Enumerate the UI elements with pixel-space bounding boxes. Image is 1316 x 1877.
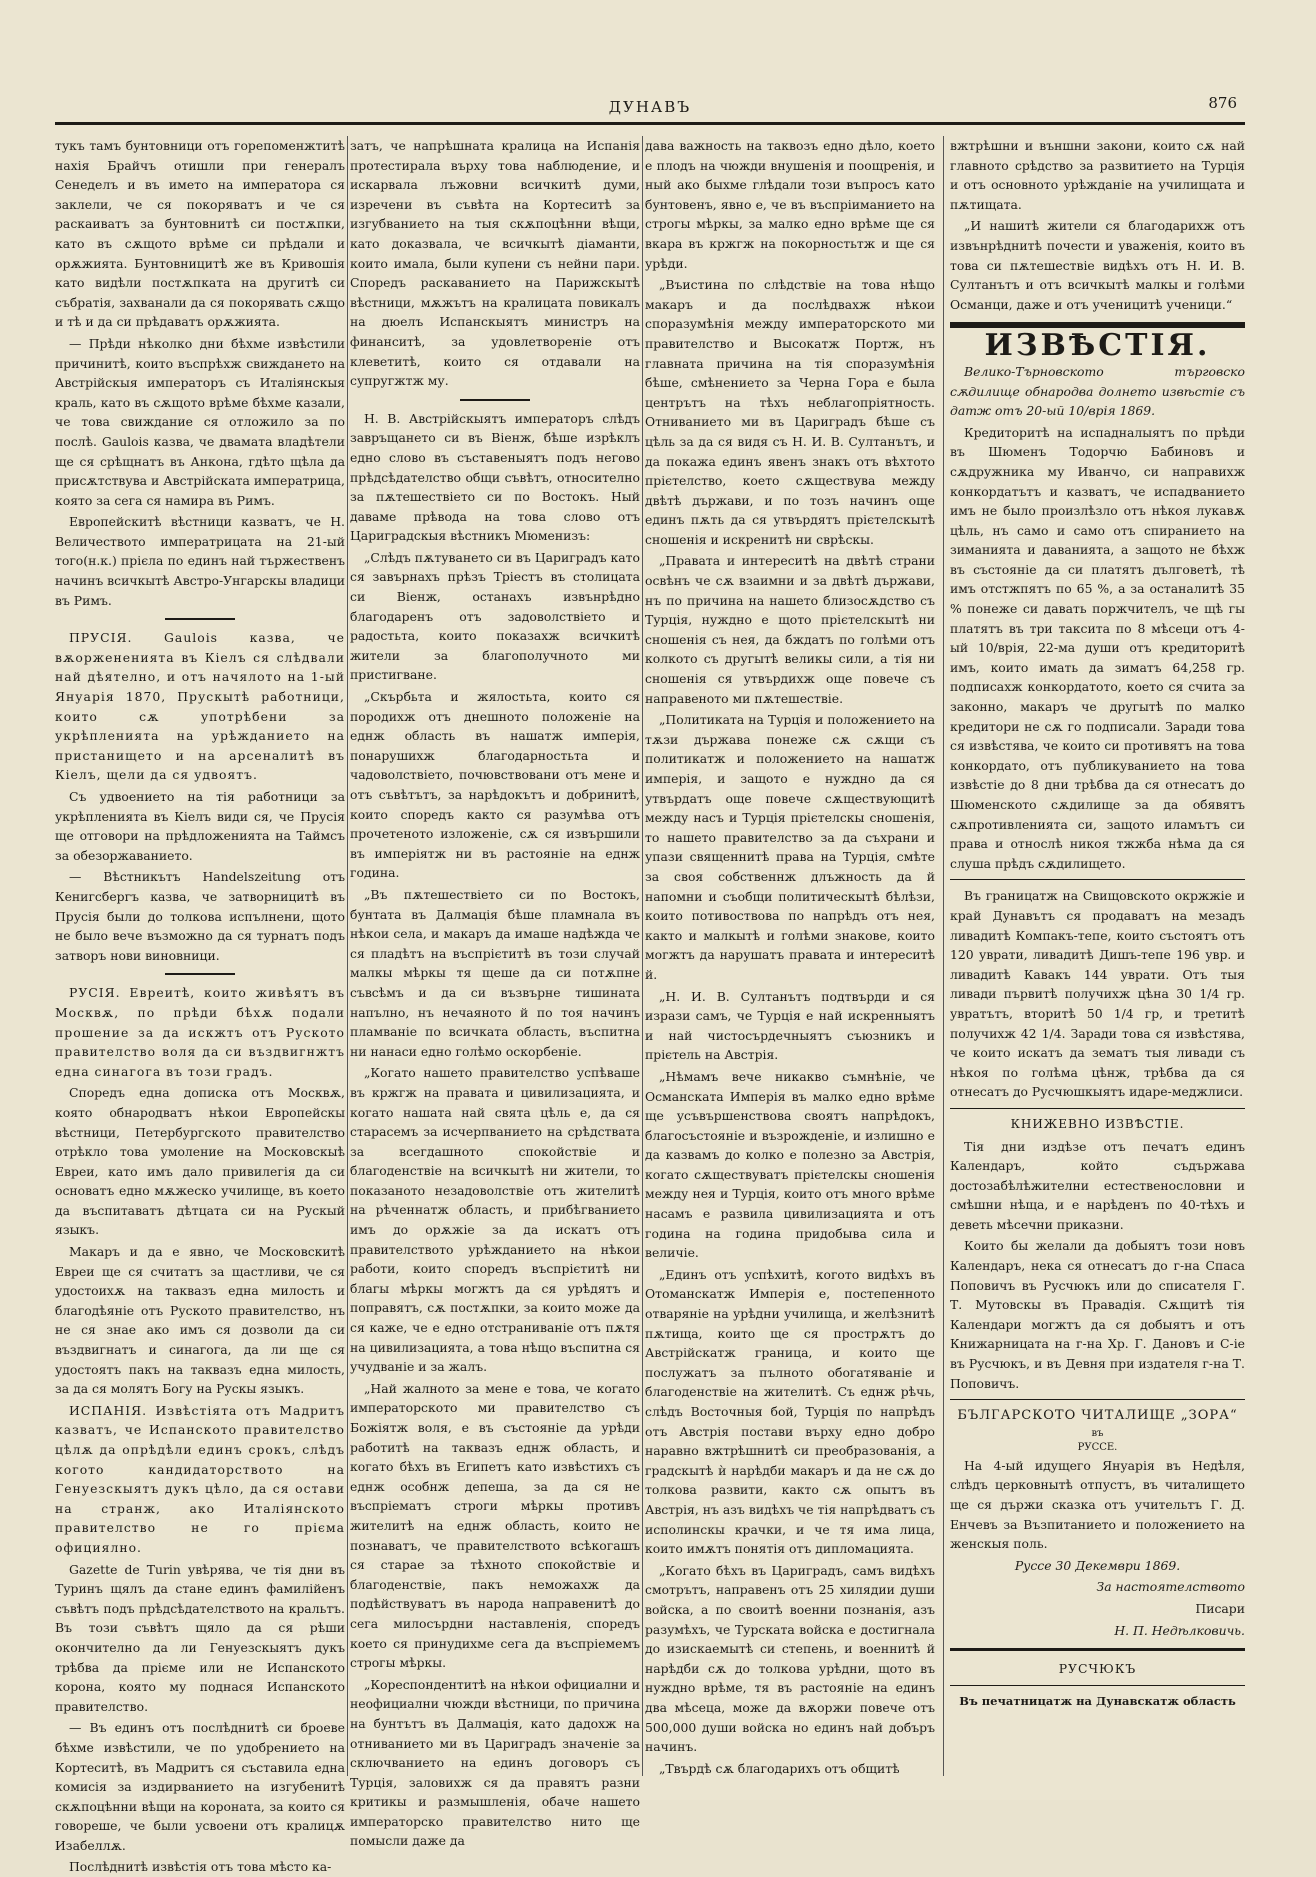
column-3 bbox=[645, 136, 935, 1776]
article-paragraph: Макаръ и да е явно, че Московскитѣ Евреи ще ся считатъ за щастливи, че ся удостоихѫ на таквазъ една милость и благодѣяніе отъ Руското правителство, нъ не ся знае ако имъ ся дозволи да си въздвигнатъ и синагога, да ли ще ся удостоятъ пакъ на таквазъ една милость, за да ся молятъ Богу на Рускы языкъ. bbox=[55, 1244, 345, 1397]
announcement-paragraph: Тія дни издѣзе отъ печатъ единъ Календаръ, който съдържава достозабѣлѣжителни естественословни и смѣшни нѣща, и е нарѣденъ по 40-тѣхъ и деветь мѣсечни приказни. bbox=[950, 1138, 1245, 1232]
column-divider bbox=[347, 136, 348, 1776]
page-number: 876 bbox=[1208, 94, 1237, 112]
article-paragraph: „Въ пѫтешествіето си по Востокъ, бунтата въ Далмація бѣше пламнала въ нѣкои села, и макаръ да имаше надѣжда че ся пладѣтъ на въспрієтитѣ въ този случай малкы мѣркы тя щеше да си потѫпне съвсѣмъ и да си възвърне тишината напълно, нъ нечаяното й по тоя начинъ пламваніе по всичката область, въспитна ни нанаси едно голѣмо оскорбеніе. bbox=[350, 886, 640, 1059]
article-paragraph: „Когато нашето правителство успѣваше въ кржгж на правата и цивилизацията, и когато нашата най свята цѣль е, да ся старасемъ за исчерпванието на срѣдствата за всегдашното спокойствіе и благоденствіе на всичкытѣ ни жители, то показаното незадоволствіе отъ жителитѣ на рѣченнатж область, и прибѣгванието имъ до орѫжіе за да искатъ отъ правителството урѣжданието на нѣкои работи, които споредъ въспрієтитѣ ни благы мѣркы могжтъ да ся урѣдятъ и поправятъ, сѫ постѫпки, за които може да ся каже, че е едно отстраниваніе отъ пѫтя на цивилизацията, а това нѣщо въспитна ся учудваніе и за жалъ. bbox=[350, 1065, 640, 1375]
article-paragraph: дава важность на таквозъ едно дѣло, което е плодъ на чюжди внушенія и поощренія, и ный ако быхме глѣдали този въпросъ като бунтовенъ, явно е, че въ въспріиманието на строгы мѣркы, за малко едно врѣме ще ся вкара въ кржгж на покорностьтж и ще ся урѣди. bbox=[645, 138, 935, 271]
newspaper-title: ДУНАВЪ bbox=[608, 98, 692, 116]
announcement-paragraph: Които бы желали да добыятъ този новъ Календаръ, нека ся отнесатъ до г-на Спаса Поповичъ въ Русчюкъ или до списателя Г. Т. Мутовскы въ Правадія. Сѫщитѣ тія Календари могжтъ да ся добыятъ и отъ Книжарницата на г-на Хр. Г. Дановъ и С-іе въ Русчюкъ, и въ Девня при издателя г-на Т. Поповичъ. bbox=[950, 1238, 1245, 1391]
column-divider bbox=[943, 136, 944, 1776]
signature-name: Н. П. Недѣлковичь. bbox=[1114, 1622, 1245, 1638]
section-rule bbox=[460, 399, 530, 401]
page-header bbox=[55, 92, 1245, 132]
column-divider bbox=[642, 136, 643, 1776]
article-paragraph: Съ удвоението на тія работници за укрѣпленията въ Кіелъ види ся, че Прусія ще отговори на прѣдложенията на Таймсъ за обезоржаванието. bbox=[55, 789, 345, 863]
article-paragraph: вжтрѣшни и външни закони, които сѫ най главното срѣдство за развитието на Турція и отъ основното урѣжданіе на училищата и пѫтищата. bbox=[950, 138, 1245, 212]
article-paragraph: „Единъ отъ успѣхитѣ, когото видѣхъ въ Отоманскатж Имперія е, постепенното отваряніе на урѣдни училища, и желѣзнитѣ пѫтища, които ще ся прострѫтъ до Австрійскатж граница, и които ще послужатъ за пълното обогатяваніе и благоденствіе на жителитѣ. Съ еднж рѣчь, слѣдъ Восточныя бой, Турція по напрѣдъ отъ Австрія постави върху едно добро наравно вжтрѣшнитѣ си преобразованія, а градскытѣ ѝ нарѣдби макаръ и да не сѫ до толкова развити, както сѫ опытъ въ Австрія, нъ азъ видѣхъ че тія напрѣдватъ съ исполинскы крачки, и че тя има лица, които имѫтъ понятія отъ дипломацията. bbox=[645, 1266, 935, 1557]
article-paragraph-prussia: ПРУСІЯ. Gaulois казва, че вѫоржененията въ Кіелъ ся слѣдвали най дѣятелно, и отъ начялото на 1-ый Януарія 1870, Прускытѣ работници, които сѫ употрѣбени за укрѣпленията на урѣжданието на пристанището и на арсеналитѣ въ Кіелъ, щели да ся удвоятъ. bbox=[55, 630, 345, 783]
section-rule bbox=[950, 1399, 1245, 1400]
article-paragraph: „Политиката на Турція и положението на тѫзи държава понеже сѫ сѫщи съ политикатж и положението на нашатж имперія, и защото е нуждно да ся утвърдатъ още повече сѫществующитѣ между насъ и Турція прієтелскы сношенія, то нашето правителство за да съхрани и упази священнитѣ права на Турція, смѣте за своя собственнж длъжность да й напомни и съобщи политическытѣ бѣлѣзи, които потивоствова по напрѣдъ отъ нея, както и малкытѣ и голѣми знакове, които могжтъ да нарушатъ правата и интереситѣ й. bbox=[645, 712, 935, 982]
signature-line: За настоятелството bbox=[1096, 1579, 1245, 1595]
article-paragraph: „Н. И. В. Султанътъ подтвърди и ся изрази самъ, че Турція е най искренныятъ и най чистосърдечныятъ съюзникъ и прієтель на Австрія. bbox=[645, 988, 935, 1063]
signature-line: Писари bbox=[1195, 1600, 1245, 1616]
article-paragraph: „Скърбьта и жялостьта, които ся породихж отъ днешното положеніе на еднж область въ нашатж имперія, понарушихж благодарностьта и чадоволствіето, почювствовани отъ мене и отъ съвѣтътъ, за нарѣдокътъ и добринитѣ, които споредъ както ся разумѣва отъ прочетеното изложеніе, сѫ ся извършили въ имперіятж ни въ растояніе на еднж година. bbox=[350, 689, 640, 881]
article-paragraph: „Правата и интереситѣ на двѣтѣ страни освѣнъ че сѫ взаимни и за двѣтѣ държави, нъ по причина на нашето близосѫдство съ Турція, нуждно е щото прієтелскытѣ ни сношенія съ нея, да бждатъ по голѣми отъ колкото съ другытѣ великы сили, а тія ни сношенія ся утвърдихж още повече съ направеното ми пѫтешествіе. bbox=[645, 553, 935, 706]
announcement-paragraph: Въ границатж на Свищовското окржжіе и край Дунавътъ ся продаватъ на мезадъ ливадитѣ Компакъ-тепе, които състоятъ отъ 120 уврати, ливадитѣ Дишъ-тепе 196 увр. и ливадитѣ Кавакъ 144 уврати. Отъ тыя ливади първитѣ получихж цѣна 30 1/4 гр. увратътъ, вторитѣ 50 1/4 гр, и третитѣ получихж 42 1/4. Заради това ся извѣстява, че които искатъ да зематъ тыя ливади съ нѣкоя по голѣма цѣнж, трѣбва да ся отнесатъ до Русчюшкыятъ идаре-меджлиси. bbox=[950, 888, 1245, 1100]
header-rule bbox=[55, 122, 1245, 125]
section-rule bbox=[950, 879, 1245, 880]
article-paragraph: „Твърдѣ сѫ благодарихъ отъ общитѣ bbox=[659, 1760, 900, 1776]
announcements-heading: ИЗВѢСТІЯ. bbox=[984, 328, 1211, 364]
article-paragraph: „Слѣдъ пѫтуването си въ Цариградъ като ся завърнахъ прѣзъ Тріестъ въ столицата си Віенж, останахъ извънрѣдно благодаренъ отъ задоволствіето и радостьта, които показахж всичкитѣ жители за благополучното ми пристигване. bbox=[350, 549, 640, 683]
article-paragraph: „Кореспондентитѣ на нѣкои официални и неофициални чюжди вѣстници, по причина на бунтътъ въ Далмація, като дадохж на отниванието ми въ Цариградъ значеніе за сключванието на единъ договоръ съ Турція, заловихж ся да правятъ разни критикы и размышленія, обаче нашето императорско правителство нито ще помысли даже да bbox=[350, 1676, 640, 1849]
imprint-press: Въ печатницатж на Дунавскатж область bbox=[959, 1693, 1236, 1708]
article-paragraph: „И нашитѣ жители ся благодарихж отъ извънрѣднитѣ почести и уваженія, които въ това си пѫтешествіе видѣхъ отъ Н. И. В. Султанътъ и отъ всичкытѣ малкы и голѣми Османци, даже и отъ ученицитѣ ученици.“ bbox=[950, 218, 1245, 312]
column-4 bbox=[950, 136, 1245, 1776]
article-paragraph: Послѣднитѣ извѣстія отъ това мѣсто ка- bbox=[69, 1859, 332, 1875]
literary-announcement-heading: КНИЖЕВНО ИЗВѢСТІЕ. bbox=[1010, 1116, 1185, 1131]
article-paragraph: Споредъ една дописка отъ Москвѫ, която обнародватъ нѣкои Европейскы вѣстници, Петербургското правителство отрѣкло това умоление на Московскыѣ Евреи, като имъ дало привилегія да си основатъ едно мѫжеско училище, въ което да въспитаватъ дѣтцата си на Рускый языкъ. bbox=[55, 1085, 345, 1238]
article-paragraph: — Въ единъ отъ послѣднитѣ си броеве бѣхме извѣстили, че по удобрението на Кортеситѣ, въ Мадритъ ся съставила една комисія за издирванието на изгубенитѣ скѫпоцѣнни вѣщи на короната, за които ся говореше, че были усвоени отъ кралицѫ Изабеллѫ. bbox=[55, 1720, 345, 1853]
article-paragraph: — Прѣди нѣколко дни бѣхме извѣстили причинитѣ, които въспрѣхж свиждането на Австрійскыя императоръ съ Италіянскыя краль, като въ сѫщото врѣме бѣхме казали, че това свиждание ся отложило за по послѣ. Gaulois казва, че двамата владѣтели ще ся срѣщнатъ въ Анкона, гдѣто щѣла да присѫтствува и Австрійската императрица, която за сега ся намира въ Римъ. bbox=[55, 335, 345, 508]
article-paragraph: „Нѣмамъ вече никакво съмнѣніе, че Османската Имперія въ малко едно врѣме ще усъвършенствова своятъ напрѣдокъ, благосъстоянie и възрожденіе, и излишно е да казвамъ до колко е полезно за Австрія, когато сѫществуватъ прієтелскы сношенія между нея и Турція, които отъ много врѣме насамъ е развила цивилизацията и отъ година на година придобыва сила и величіе. bbox=[645, 1068, 935, 1261]
article-paragraph: „Въистина по слѣдствіе на това нѣщо макаръ и да послѣдвахж нѣкои споразумѣнія между императорското ми правителство и Высокатж Портж, нъ главната причина на тія споразумѣнія бѣше, смѣнението за Черна Гора е была центрътъ на тѣхъ неблагопріятность. Отниванието ми въ Цариградъ бѣше съ цѣль за да ся видя съ Н. И. В. Султанътъ, и да покажа единъ явенъ знакъ отъ вѣхтото прієтелство, което сѫществува между двѣтѣ държави, и по тозъ начинъ още единъ пѫть да ся утвърдятъ прієтелскытѣ сношенія и искренитѣ ни сврѣскы. bbox=[645, 277, 935, 547]
reading-room-heading: БЪЛГАРСКОТО ЧИТАЛИЩЕ „ЗОРА“ bbox=[957, 1408, 1238, 1424]
column-2 bbox=[350, 136, 640, 1849]
announcement-intro: Велико-Търновското търговско сѫдилище обнародва долнето извѣстіе съ датж отъ 20-ый 10/врія 1869. bbox=[950, 363, 1245, 419]
article-paragraph: тукъ тамъ бунтовници отъ горепоменжтитѣ нахія Брайчъ отишли при генералъ Сенеделъ и въ името на императора ся заклели, че ся покоряватъ и че ся раскаиватъ за бунтовнитѣ си постѫпки, като въ сѫщото врѣме си прѣдали и орѫжията. Бунтовницитѣ же въ Кривошія като видѣли постѫпката на другитѣ си събратія, захванали да ся покорявать сѫщо и тѣ и да си прѣдаватъ орѫжията. bbox=[55, 138, 345, 330]
announcement-paragraph: Кредиторитѣ на испадналыятъ по прѣди въ Шюменъ Тодорчю Бабиновъ и сѫдружника му Иванчо, си направихж конкордатътъ и казватъ, че испадванието имъ не было произлѣзло отъ нѣкоя лукавѫ цѣль, нъ само и само отъ спиранието на зиманията и даванията, а защото не бѣхж въ състояніе да си платятъ дълговетѣ, тѣ имъ отстжпятъ по 65 %, а за останалитѣ 35 % понеже си давать поржчителъ, че щѣ гы платятъ въ три таксита по 8 мѣсеци отъ 4-ый 10/врія, 22-ма души отъ кредиторитѣ имъ, които имать да зиматъ 64,258 гр. подписахж конкордатото, което ся счита за законно, макаръ че другытѣ по малко кредитори не сѫ го подписали. Заради това ся извѣстява, че които си противятъ на това конкордато, отъ публикуванието на това извѣстіе до 8 дни трѣбва да ся отнесатъ до Шюменското сѫдилище за да обявятъ сѫпротивленията си, защото иламътъ си права и относлѣ никоя тжжба нѣма да ся слуша прѣдъ сѫдилището. bbox=[950, 424, 1245, 871]
article-paragraph: „Когато бѣхъ въ Цариградъ, самъ видѣхъ смотрътъ, направенъ отъ 25 хилядии души войска, а по своитѣ военни познанія, азъ разумѣхъ, че Турската войска е достигнала до изискаемытѣ си степень, и военнитѣ й нарѣдби сѫ до толкова урѣдни, щото въ нуждно врѣме, тя въ растояніе на единъ два мѣсеца, може да вѫоржи повече отъ 500,000 души войска но единъ най добъръ начинъ. bbox=[645, 1562, 935, 1755]
reading-room-sub: въ bbox=[1091, 1427, 1104, 1439]
article-paragraph: Н. В. Австрійскыятъ императоръ слѣдъ завръщането си въ Віенж, бѣше изрѣклъ едно слово въ съставеныятъ подъ негово прѣдсѣдателство общи съвѣтъ, относително за пѫтешествіето си по Востокъ. Ный даваме прѣвода на това слово отъ Цариградскыя вѣстникъ Мюменизъ: bbox=[350, 410, 640, 544]
article-paragraph-russia: РУСІЯ. Евреитѣ, които живѣятъ въ Москвѫ, по прѣди бѣхѫ подали прошение за да искжтъ отъ Руското правителство воля да си въздвигнжтъ една синагога въ този градъ. bbox=[55, 985, 345, 1079]
section-rule bbox=[950, 1108, 1245, 1109]
article-paragraph: затъ, че напрѣшната кралица на Испанія протестирала върху това наблюдение, и искарвала лъжовни всичкитѣ думи, изречени въ съвѣта на Кортеситѣ за изгубванието на тыя скѫпоцѣнни вѣщи, като доказвала, че всичкытѣ діаманти, които имала, были купени съ нейни пари. Споредъ раскаванието на Парижскытѣ вѣстници, мѫжътъ на кралицата повикалъ на дюелъ Испанскыятъ министръ на финанситѣ, за удовлетвореніе отъ клеветитѣ, които ся отдавали на супругжтж му. bbox=[350, 138, 640, 389]
section-rule bbox=[950, 1685, 1245, 1686]
article-paragraph: Европейскитѣ вѣстници казватъ, че Н. Величеството императрицата на 21-ый того(н.к.) прієла по единъ най тържественъ начинъ всичкытѣ Австро-Унгарскы владици въ Римъ. bbox=[55, 514, 346, 608]
imprint-city: РУСЧЮКЪ bbox=[1058, 1661, 1137, 1677]
article-paragraph: Gazette de Turin увѣрява, че тія дни въ Туринъ щялъ да стане единъ фамилійенъ съвѣтъ подъ прѣдсѣдателството на кральтъ. Въ този съвѣтъ щяло да ся рѣши окончително да ли Генуезскыятъ дукъ трѣбва да прієме или не Испанското корона, която му поднася Испанското правителство. bbox=[55, 1561, 345, 1714]
column-1 bbox=[55, 136, 346, 1875]
announcement-date: Руссе 30 Декември 1869. bbox=[1014, 1557, 1181, 1573]
section-rule bbox=[950, 1648, 1245, 1651]
section-rule bbox=[165, 618, 235, 620]
announcement-paragraph: На 4-ый идущего Януарія въ Недѣля, слѣдъ церковнытѣ отпустъ, въ читалището ще ся държи сказка отъ учительтъ Г. Д. Енчевъ за Възпитанието и положението на женскыя поль. bbox=[950, 1457, 1245, 1552]
article-paragraph-spain: ИСПАНІЯ. Извѣстіята отъ Мадритъ казватъ, че Испанското правителство цѣлѫ да опрѣдѣли единъ срокъ, слѣдъ когото кандидаторството на Генуезскыятъ дукъ цѣло, да ся остави на странж, ако Италіянското правителство не го прієма официялно. bbox=[55, 1402, 345, 1555]
article-paragraph: — Вѣстникътъ Handelszeitung отъ Кенигсбергъ казва, че затворницитѣ въ Прусія были до толкова испълнени, щото не было вече възможно да ся турнатъ подъ затворъ нови виновници. bbox=[55, 869, 345, 963]
section-rule bbox=[165, 973, 235, 975]
reading-room-city: РУССЕ. bbox=[1077, 1441, 1118, 1453]
article-paragraph: „Най жалното за мене е това, че когато императорското ми правителство съ Божіятж воля, е въ състояніе да урѣди работитѣ на таквазъ еднж область, и когато бѣхъ въ Египетъ като извѣстихъ съ еднж особнж депеша, за да ся не въспріематъ строги мѣркы противъ жителитѣ на еднж область, които не познаватъ, че правителството всѣкогашъ ся старае за тѣхното спокойствіе и благоденствіе, пакъ неможахж да подѣйствуватъ въ народа направенитѣ до сега милосърдни наставленія, споредъ което ся принудихме сега да въспріемемъ строгы мѣркы. bbox=[350, 1380, 640, 1671]
